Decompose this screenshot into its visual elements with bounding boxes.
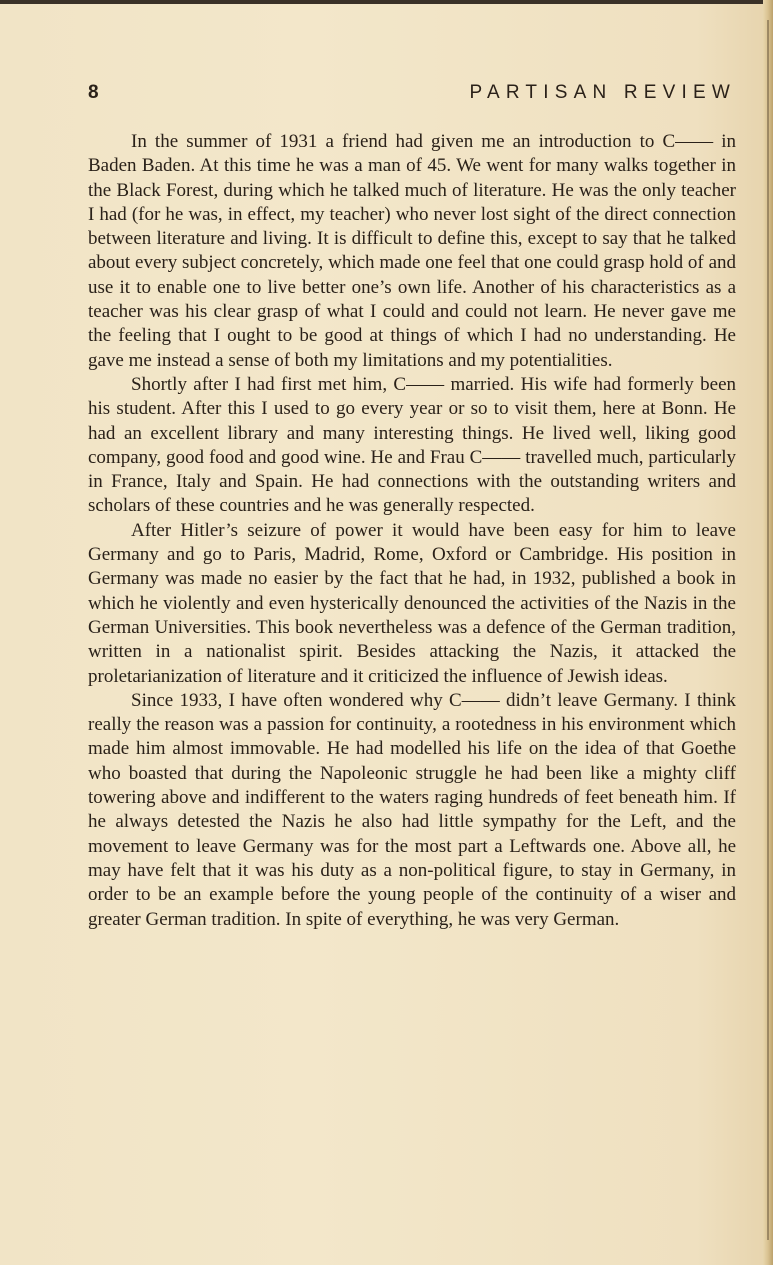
top-edge-shadow bbox=[0, 0, 773, 4]
paragraph: After Hitler’s seizure of power it would have been easy for him to leave Germany and go to Paris, Madrid, Rome, Oxford or Cambridge. His position in Germany was made no easier by the fact that he had, in 1932, published a book in which he violently and even hysterically denounced the activities of the Nazis in the German Universities. This book nevertheless was a defence of the German tradition, written in a nationalist spirit. Besides attacking the Nazis, it attacked the proletarianization of literature and it criticized the influence of Jewish ideas. bbox=[88, 519, 736, 687]
paragraph: In the summer of 1931 a friend had given me an introduction to C—— in Baden Baden. At this time he was a man of 45. We went for many walks together in the Black Forest, during which he talked much of literature. He was the only teacher I had (for he was, in effect, my teacher) who never lost sight of the direct connection between literature and living. It is difficult to define this, except to say that he talked about every subject concretely, which made one feel that one could grasp hold of and use it to enable one to live better one’s own life. Another of his characteristics as a teacher was his clear grasp of what I could and could not learn. He never gave me the feeling that I ought to be good at things of which I had no understanding. He gave me instead a sense of both my limitations and my potentialities. bbox=[88, 131, 736, 371]
page-binding-line bbox=[767, 20, 769, 1240]
paragraph: Shortly after I had first met him, C—— married. His wife had formerly been his student. After this I used to go every year or so to visit them, here at Bonn. He had an excellent library and many interesting things. He lived well, liking good company, good food and good wine. He and Frau C—— travelled much, particularly in France, Italy and Spain. He had connections with the outstanding writers and scholars of these countries and he was generally respected. bbox=[88, 373, 736, 517]
running-head: PARTISAN REVIEW bbox=[469, 82, 736, 103]
page-number: 8 bbox=[88, 82, 100, 103]
body-text bbox=[88, 130, 736, 932]
page-header bbox=[88, 82, 736, 112]
paragraph: Since 1933, I have often wondered why C—— didn’t leave Germany. I think really the reason was a passion for continuity, a rootedness in his environment which made him almost immovable. He had modelled his life on the idea of that Goethe who boasted that during the Napoleonic struggle he had been like a mighty cliff towering above and indifferent to the waters raging hundreds of feet beneath him. If he always detested the Nazis he also had little sympathy for the Left, and the movement to leave Germany was for the most part a Leftwards one. Above all, he may have felt that it was his duty as a non-political figure, to stay in Germany, in order to be an example before the young people of the continuity of a wiser and greater German tradition. In spite of everything, he was very German. bbox=[88, 689, 736, 930]
